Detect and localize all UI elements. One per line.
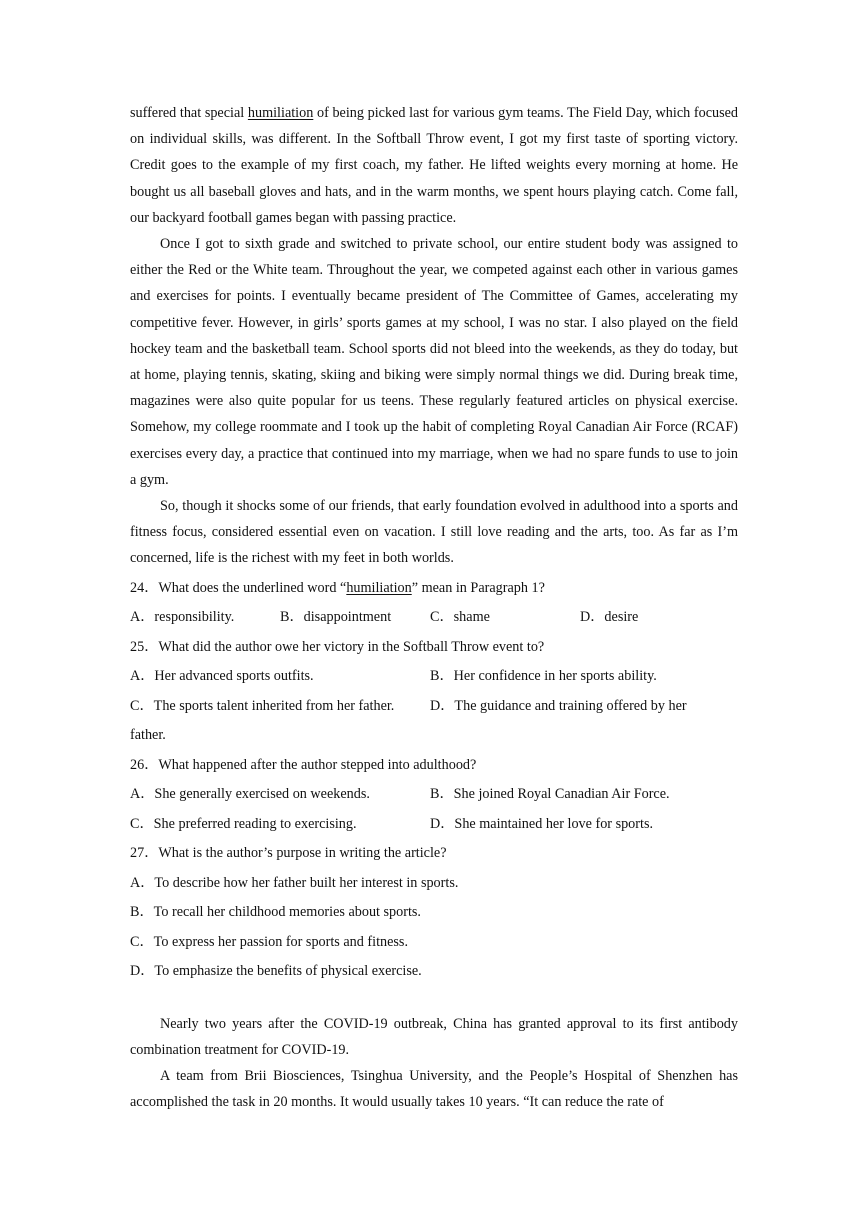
option-a[interactable]: A．responsibility. [130, 609, 235, 626]
question-24 [130, 574, 738, 633]
option-b[interactable]: B．To recall her childhood memories about sports. [130, 904, 421, 921]
option-c[interactable]: C．She preferred reading to exercising. [130, 815, 357, 832]
passage2-paragraph1: Nearly two years after the COVID-19 outbreak, China has granted approval to its first antibody combination treatment for COVID-19. [130, 1015, 738, 1058]
options-row [130, 662, 738, 692]
passage2-paragraph2: A team from Brii Biosciences, Tsinghua University, and the People’s Hospital of Shenzhen has accomplished the task in 20 months. It would usually takes 10 years. “It can reduce the rate of [130, 1068, 738, 1111]
passage1-paragraph2: Once I got to sixth grade and switched to private school, our entire student body was assigned to either the Red or the White team. Throughout the year, we competed against each other in various games and exercises for points. I eventually became president of The Committee of Games, accelerating my competitive fever. However, in girls’ sports games at my school, I was no star. I also played on the field hockey team and the basketball team. School sports did not bleed into the weekends, as they do today, but at home, playing tennis, skating, skiing and biking were simply normal things we did. During break time, magazines were also quite popular for us teens. These regularly featured articles on physical exercise. Somehow, my college roommate and I took up the habit of completing Royal Canadian Air Force (RCAF) exercises every day, a practice that continued into my marriage, when we had no spare funds to use to join a gym. [130, 236, 738, 488]
option-b[interactable]: B．She joined Royal Canadian Air Force. [430, 786, 670, 803]
question-25 [130, 633, 738, 751]
question-26 [130, 751, 738, 840]
stem-text: ” mean in Paragraph 1? [411, 579, 545, 596]
question-stem: 27．What is the author’s purpose in writing the article? [130, 845, 447, 862]
document-page [130, 100, 738, 1115]
option-a[interactable]: A．Her advanced sports outfits. [130, 668, 314, 685]
option-d-continued: father. [130, 727, 166, 744]
passage1-paragraph3: So, though it shocks some of our friends, that early foundation evolved in adulthood into a sports and fitness focus, considered essential even on vacation. I still love reading and the arts, too. As far as I’m concerned, life is the richest with my feet in both worlds. [130, 498, 738, 567]
option-b[interactable]: B．disappointment [280, 609, 392, 626]
question-stem [130, 574, 738, 604]
question-stem: 26．What happened after the author stepped into adulthood? [130, 756, 477, 773]
options-row [130, 810, 738, 840]
option-a[interactable]: A．To describe how her father built her interest in sports. [130, 874, 459, 891]
underlined-word: humiliation [247, 105, 314, 121]
stem-text: 24．What does the underlined word “ [130, 579, 347, 596]
question-27 [130, 839, 738, 987]
options-row [130, 692, 738, 722]
option-d[interactable]: D．She maintained her love for sports. [430, 815, 654, 832]
question-stem: 25．What did the author owe her victory in the Softball Throw event to? [130, 638, 545, 655]
options-row [130, 780, 738, 810]
option-d[interactable]: D．The guidance and training offered by her [430, 697, 687, 714]
underlined-word: humiliation [346, 579, 412, 596]
option-c[interactable]: C．The sports talent inherited from her father. [130, 697, 395, 714]
option-d[interactable]: D．To emphasize the benefits of physical exercise. [130, 963, 422, 980]
paragraph-text: suffered that special [130, 105, 248, 121]
option-b[interactable]: B．Her confidence in her sports ability. [430, 668, 657, 685]
paragraph-text: of being picked last for various gym teams. The Field Day, which focused on individual skills, was different. In the Softball Throw event, I got my first taste of sporting victory. Credit goes to the example of my first coach, my father. He lifted weights every morning at home. He bought us all baseball gloves and hats, and in the warm months, we spent hours playing catch. Come fall, our backyard football games began with passing practice. [130, 105, 738, 226]
option-a[interactable]: A．She generally exercised on weekends. [130, 786, 370, 803]
passage1-paragraph1 [130, 100, 738, 231]
option-c[interactable]: C．shame [430, 609, 490, 626]
section-gap [130, 987, 738, 1011]
option-c[interactable]: C．To express her passion for sports and fitness. [130, 933, 408, 950]
option-d[interactable]: D．desire [580, 609, 639, 626]
options-row [130, 603, 738, 633]
